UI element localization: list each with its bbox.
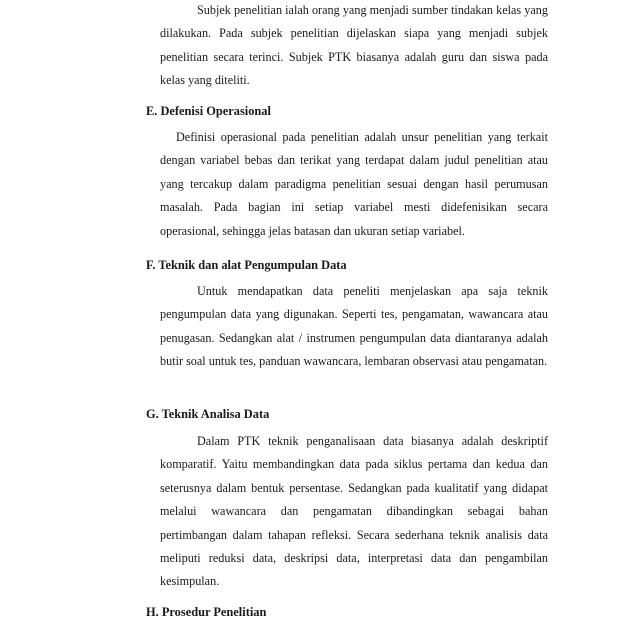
paragraph-subjek: Subjek penelitian ialah orang yang menjadi sumber tindakan kelas yang dilakukan. Pada subjek penelitian dijelaskan siapa yang menjadi subjek penelitian secara terinci. Subjek PTK biasanya adalah guru dan siswa pada kelas yang diteliti. [160,3,548,88]
heading-prosedur-penelitian: H. Prosedur Penelitian [146,605,267,619]
paragraph-teknik-pengumpulan-data: Untuk mendapatkan data peneliti menjelaskan apa saja teknik pengumpulan data yang digunakan. Seperti tes, pengamatan, wawancara atau penugasan. Sedangkan alat / instrumen pengumpulan data diantaranya adalah butir soal untuk tes, panduan wawancara, lembaran observasi atau pengamatan. [160,284,548,369]
heading-teknik-analisa-data: G. Teknik Analisa Data [146,407,270,421]
heading-teknik-pengumpulan-data: F. Teknik dan alat Pengumpulan Data [146,258,347,272]
heading-defenisi-operasional: E. Defenisi Operasional [146,104,271,118]
paragraph-defenisi-operasional: Definisi operasional pada penelitian adalah unsur penelitian yang terkait dengan variabel bebas dan terikat yang terdapat dalam judul penelitian atau yang tercakup dalam paradigma penelitian sesuai dengan hasil perumusan masalah. Pada bagian ini setiap variabel mesti didefenisikan secara operasional, sehingga jelas batasan dan ukuran setiap variabel. [160,130,548,238]
paragraph-teknik-analisa-data: Dalam PTK teknik penganalisaan data biasanya adalah deskriptif komparatif. Yaitu membandingkan data pada siklus pertama dan kedua dan seterusnya dalam bentuk persentase. Sedangkan pada kualitatif yang didapat melalui wawancara dan pengamatan dibandingkan sebagai bahan pertimbangan dalam tahapan refleksi. Secara sederhana teknik analisis data meliputi reduksi data, deskripsi data, interpretasi data dan pengambilan kesimpulan. [160,434,548,589]
